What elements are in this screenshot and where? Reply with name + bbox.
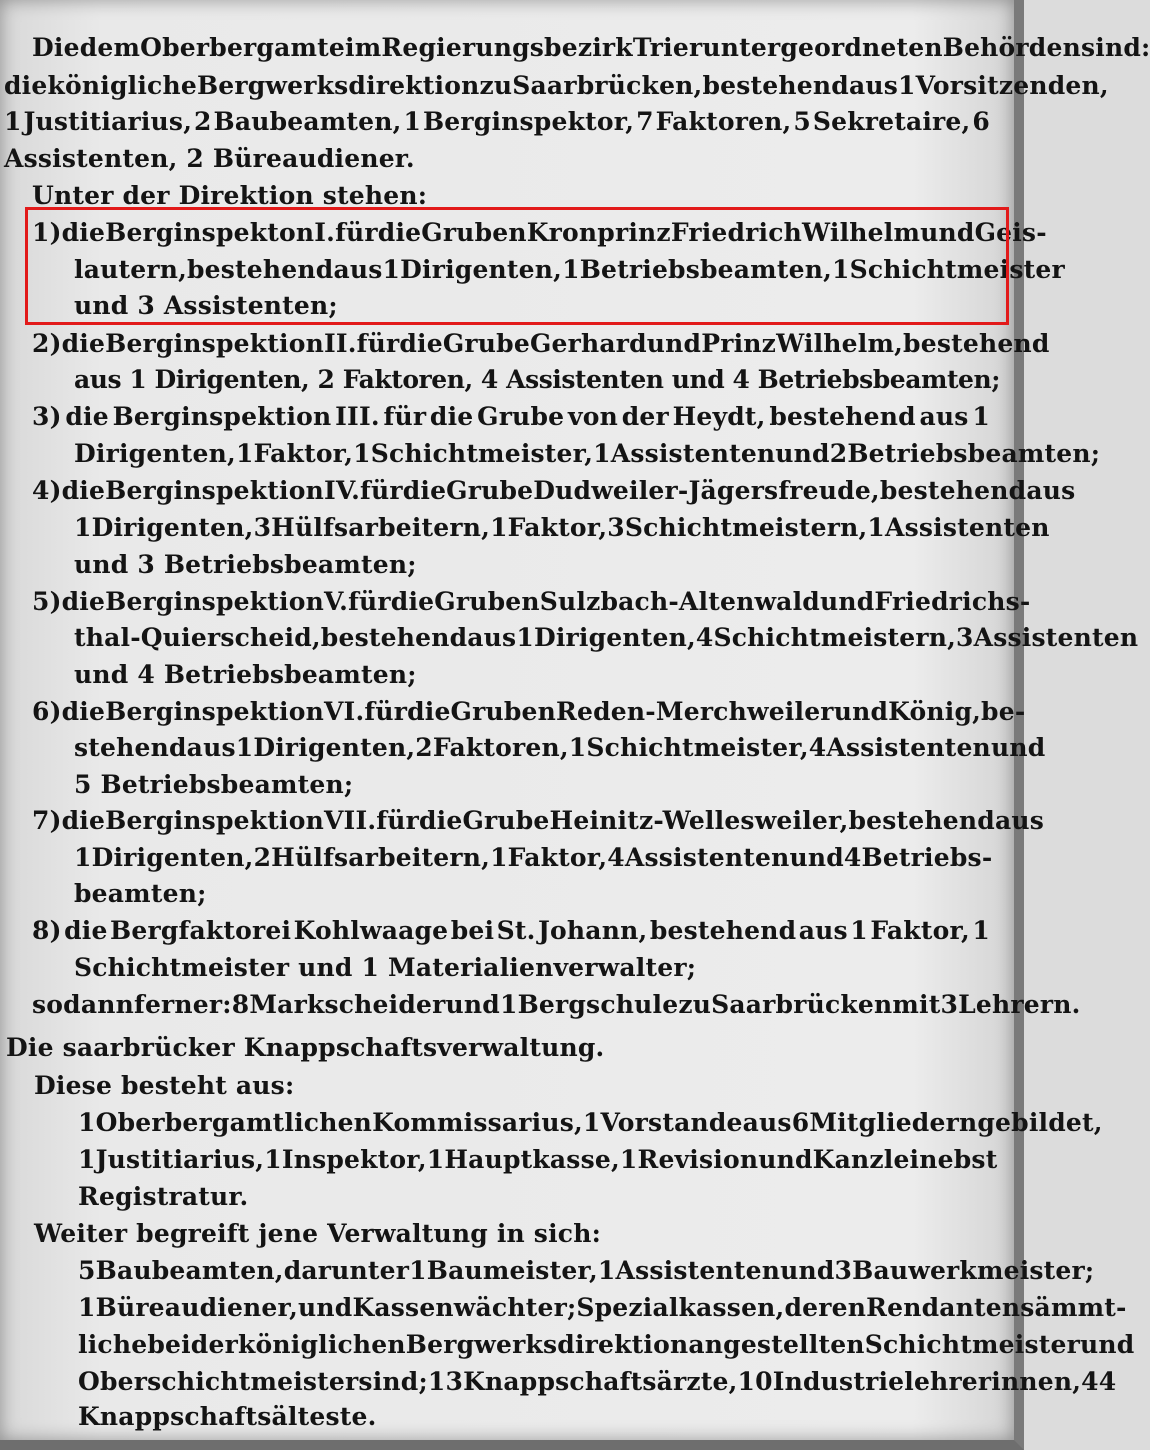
word: 2: [253, 843, 272, 872]
word: Schichtmeister: [864, 1330, 1080, 1359]
word: die: [4, 71, 48, 100]
word: 44: [1081, 1367, 1117, 1396]
word: die: [402, 476, 447, 505]
text-line: Registratur.: [78, 1182, 249, 1211]
word: Justitiarius,: [23, 107, 193, 136]
word: für: [335, 218, 378, 247]
word: Betriebs-: [861, 843, 993, 872]
word: Faktor,: [507, 843, 608, 872]
word: Justitiarius,: [95, 1145, 265, 1174]
word: IV.: [323, 476, 360, 505]
word: Büreaudiener,: [95, 1293, 298, 1322]
text-line: [32, 326, 1050, 362]
word: Gerhard: [529, 329, 647, 358]
word: 1: [235, 439, 254, 468]
word: Hülfsarbeitern,: [271, 843, 491, 872]
word: bestehend: [879, 476, 1027, 505]
word: die: [399, 329, 443, 358]
word: Dudweiler-Jägersfreude,: [533, 476, 880, 505]
text-line: [78, 1253, 1095, 1289]
word: Vorsitzenden,: [915, 71, 1109, 100]
word: gebildet,: [977, 1108, 1103, 1137]
text-line: [32, 473, 1076, 509]
word: und: [445, 990, 500, 1019]
word: 1: [4, 107, 22, 136]
word: für: [348, 587, 391, 616]
word: Bergwerksdirektion: [196, 71, 480, 100]
word: 7): [32, 806, 62, 835]
word: 3: [607, 513, 625, 542]
word: Assistenten: [885, 513, 1050, 542]
word: 4: [695, 623, 714, 652]
word: Dirigenten,: [533, 623, 696, 652]
word: Grube: [446, 476, 534, 505]
word: 1: [597, 1256, 616, 1285]
word: Baubeamten,: [213, 107, 402, 136]
word: bestehend: [320, 623, 468, 652]
word: Heinitz-Wellesweiler,: [549, 806, 849, 835]
word: Berginspektion: [112, 402, 332, 431]
word: Berginspektion: [105, 697, 324, 726]
word: aus: [186, 733, 236, 762]
text-line: [74, 510, 1050, 546]
word: Berginspektion: [105, 806, 324, 835]
word: 1: [593, 439, 611, 468]
word: der: [621, 402, 669, 431]
word: 2): [32, 329, 62, 358]
word: 1: [516, 623, 534, 652]
word: Assistenten: [826, 733, 991, 762]
word: 6): [32, 697, 62, 726]
word: 5: [78, 1256, 96, 1285]
text-line: 5 Betriebsbeamten;: [74, 770, 354, 799]
word: bestehend: [848, 806, 995, 835]
word: Dirigenten,: [400, 255, 563, 284]
word: Friedrich: [670, 218, 803, 247]
word: Gruben: [450, 697, 557, 726]
text-line: [74, 436, 1101, 472]
word: aus: [919, 402, 969, 431]
word: 3: [956, 623, 974, 652]
word: deren: [784, 1293, 867, 1322]
word: Assistenten: [615, 1256, 781, 1285]
word: Grube: [477, 402, 565, 431]
word: und: [833, 697, 889, 726]
word: Berginspekton: [105, 218, 315, 247]
word: Wilhelm,: [776, 329, 904, 358]
word: die: [61, 697, 106, 726]
word: Betriebsbeamten,: [579, 255, 832, 284]
word: 4: [843, 843, 862, 872]
word: untergeordneten: [702, 33, 943, 62]
word: I.: [314, 218, 336, 247]
word: die: [61, 218, 106, 247]
word: für: [364, 697, 408, 726]
word: 5): [32, 587, 62, 616]
word: königliche: [47, 71, 197, 100]
text-line: [78, 1290, 1127, 1326]
word: 1: [562, 255, 580, 284]
word: Revision: [637, 1145, 759, 1174]
word: Regierungsbezirk: [381, 33, 633, 62]
word: 1: [78, 1145, 96, 1174]
word: Rendanten: [866, 1293, 1021, 1322]
word: 1: [972, 402, 990, 431]
word: be-: [981, 697, 1026, 726]
word: königlichen: [237, 1330, 406, 1359]
word: Prinz: [701, 329, 777, 358]
highlight-box: [25, 207, 1009, 325]
word: 3: [940, 990, 959, 1019]
text-line: Assistenten, 2 Büreaudiener.: [4, 144, 415, 173]
word: 10: [737, 1367, 773, 1396]
word: Baumeister,: [426, 1256, 598, 1285]
text-line: [74, 840, 993, 876]
word: die: [418, 806, 463, 835]
word: im: [345, 33, 382, 62]
text-line: [74, 620, 1139, 656]
word: stehend: [74, 733, 187, 762]
word: Lehrern.: [958, 990, 1081, 1019]
word: bei: [147, 1330, 191, 1359]
word: Schichtmeistern,: [713, 623, 957, 652]
word: Die: [32, 33, 80, 62]
word: sind:: [1080, 33, 1150, 62]
word: II.: [323, 329, 357, 358]
word: Gruben: [434, 587, 540, 616]
word: die: [64, 916, 108, 945]
word: Wilhelm: [802, 218, 921, 247]
word: und: [758, 1145, 813, 1174]
word: Assistenten: [610, 439, 776, 468]
word: 3: [253, 513, 272, 542]
word: und: [1079, 1330, 1135, 1359]
text-line: beamten;: [74, 879, 207, 908]
word: dem: [79, 33, 141, 62]
word: angestellten: [688, 1330, 865, 1359]
word: Oberschichtmeister: [78, 1367, 359, 1396]
word: Bauwerkmeister;: [852, 1256, 1095, 1285]
word: 1: [409, 1256, 427, 1285]
word: und: [298, 1293, 353, 1322]
text-line: [32, 584, 1031, 620]
word: Dirigenten,: [74, 439, 236, 468]
word: 2: [829, 439, 848, 468]
word: aus: [798, 916, 848, 945]
word: Trier: [632, 33, 703, 62]
word: mit: [892, 990, 941, 1019]
word: 1: [74, 843, 92, 872]
word: sind;: [358, 1367, 428, 1396]
word: Spezialkassen,: [576, 1293, 785, 1322]
word: Betriebsbeamten;: [847, 439, 1101, 468]
word: 2: [415, 733, 433, 762]
word: die: [390, 587, 435, 616]
word: Faktor,: [870, 916, 970, 945]
text-line: [32, 803, 1045, 839]
word: 1): [32, 218, 62, 247]
text-line: [78, 1142, 998, 1178]
word: König,: [888, 697, 982, 726]
word: 1: [568, 733, 587, 762]
text-line: [32, 399, 990, 435]
word: Mitgliedern: [809, 1108, 978, 1137]
text-line: aus 1 Dirigenten, 2 Faktoren, 4 Assistenten und 4 Betriebsbeamten;: [74, 365, 1000, 394]
word: 1: [74, 513, 92, 542]
word: Saarbrücken: [711, 990, 893, 1019]
word: Schichtmeister: [849, 255, 1065, 284]
word: nebst: [919, 1145, 998, 1174]
word: die: [429, 402, 474, 431]
word: Kohlwaage: [293, 916, 449, 945]
word: Grube: [462, 806, 550, 835]
word: 1: [235, 733, 254, 762]
word: St.: [496, 916, 536, 945]
word: thal-Quierscheid,: [74, 623, 321, 652]
text-line: [32, 30, 1150, 66]
word: Bergfaktorei: [110, 916, 292, 945]
word: Gruben: [421, 218, 527, 247]
word: Assistenten: [973, 623, 1139, 652]
word: Heydt,: [672, 402, 766, 431]
word: Bergschule: [517, 990, 679, 1019]
text-line: [32, 913, 990, 949]
text-line: [32, 694, 1026, 730]
word: die: [61, 587, 106, 616]
word: und: [990, 733, 1046, 762]
word: Sulzbach-Altenwald: [539, 587, 820, 616]
word: Schichtmeistern,: [624, 513, 868, 542]
word: bestehend: [769, 402, 916, 431]
word: darunter: [283, 1256, 410, 1285]
text-line: Schichtmeister und 1 Materialienverwalter;: [74, 953, 697, 982]
word: die: [407, 697, 451, 726]
word: bei: [450, 916, 495, 945]
word: 1: [78, 1108, 96, 1137]
word: Faktor,: [507, 513, 608, 542]
word: der: [190, 1330, 238, 1359]
text-line: Weiter begreift jene Verwaltung in sich:: [34, 1219, 602, 1248]
word: Reden-Merchweiler: [556, 697, 834, 726]
word: Oberbergamtlichen: [95, 1108, 373, 1137]
text-line: und 4 Betriebsbeamten;: [74, 660, 417, 689]
word: 6: [972, 107, 990, 136]
word: 5: [793, 107, 811, 136]
word: aus: [467, 623, 517, 652]
word: Kronprinz: [526, 218, 671, 247]
word: für: [356, 329, 400, 358]
word: 1: [353, 439, 371, 468]
word: bestehend: [903, 329, 1050, 358]
word: 1: [619, 1145, 638, 1174]
word: aus: [742, 1108, 792, 1137]
word: Knappschaftsärzte,: [463, 1367, 738, 1396]
word: die: [61, 329, 106, 358]
word: 8: [231, 990, 250, 1019]
word: 1: [382, 255, 401, 284]
word: und: [646, 329, 702, 358]
word: VII.: [323, 806, 377, 835]
word: von: [567, 402, 618, 431]
word: Dirigenten,: [91, 843, 254, 872]
word: die: [61, 806, 106, 835]
word: und: [775, 439, 830, 468]
word: Faktor,: [253, 439, 354, 468]
word: Hülfsarbeitern,: [271, 513, 491, 542]
word: aus: [994, 806, 1045, 835]
word: bestehend: [186, 255, 334, 284]
word: sodann: [32, 990, 134, 1019]
word: Berginspektion: [105, 587, 324, 616]
text-line: und 3 Betriebsbeamten;: [74, 550, 417, 579]
word: Johann,: [538, 916, 648, 945]
text-line: [78, 1327, 1135, 1363]
word: Saarbrücken,: [512, 71, 703, 100]
word: 1: [490, 513, 508, 542]
word: und: [819, 587, 875, 616]
word: liche: [78, 1330, 148, 1359]
word: die: [61, 476, 106, 505]
word: 1: [426, 1145, 445, 1174]
text-line: Knappschaftsälteste.: [78, 1402, 377, 1431]
word: Industrielehrerinnen,: [772, 1367, 1082, 1396]
word: bestehend: [702, 71, 849, 100]
word: 1: [499, 990, 518, 1019]
word: 1: [78, 1293, 96, 1322]
word: 1: [850, 916, 868, 945]
word: die: [65, 402, 109, 431]
word: 4: [607, 843, 625, 872]
word: und: [789, 843, 844, 872]
word: Baubeamten,: [95, 1256, 284, 1285]
word: aus: [1026, 476, 1076, 505]
word: bestehend: [649, 916, 797, 945]
text-line: [74, 730, 1046, 766]
text-line: Diese besteht aus:: [34, 1071, 295, 1100]
word: für: [383, 402, 427, 431]
word: 4: [808, 733, 827, 762]
text-line: [4, 68, 1109, 104]
word: Behörden: [942, 33, 1081, 62]
word: Kommissarius,: [372, 1108, 583, 1137]
word: 1: [582, 1108, 601, 1137]
word: Markscheider: [249, 990, 446, 1019]
word: ferner:: [133, 990, 232, 1019]
word: 1: [490, 843, 508, 872]
word: Kassenwächter;: [352, 1293, 577, 1322]
word: III.: [335, 402, 380, 431]
word: Geis-: [974, 218, 1047, 247]
word: Grube: [442, 329, 530, 358]
word: Hauptkasse,: [444, 1145, 620, 1174]
word: aus: [848, 71, 898, 100]
word: Faktoren,: [655, 107, 792, 136]
word: zu: [678, 990, 712, 1019]
word: Bergwerksdirektion: [405, 1330, 689, 1359]
word: 13: [427, 1367, 464, 1396]
word: 1: [831, 255, 850, 284]
word: Schichtmeister,: [370, 439, 594, 468]
word: Berginspektor,: [422, 107, 635, 136]
word: lautern,: [74, 255, 187, 284]
word: 1: [403, 107, 422, 136]
text-line: [78, 1364, 1117, 1400]
word: Dirigenten,: [91, 513, 254, 542]
word: Inspektor,: [281, 1145, 427, 1174]
word: Vorstande: [600, 1108, 743, 1137]
word: 1: [867, 513, 886, 542]
word: 4): [32, 476, 62, 505]
text-line: Unter der Direktion stehen:: [32, 181, 428, 210]
word: zu: [479, 71, 513, 100]
section-heading: Die saarbrücker Knappschaftsverwaltung.: [6, 1033, 605, 1062]
text-line: und 3 Assistenten;: [74, 291, 338, 320]
word: für: [359, 476, 403, 505]
word: 1: [972, 916, 990, 945]
word: 2: [193, 107, 212, 136]
word: sämmt-: [1020, 1293, 1127, 1322]
word: 1: [264, 1145, 282, 1174]
word: Friedrichs-: [874, 587, 1031, 616]
word: die: [377, 218, 422, 247]
word: 6: [791, 1108, 810, 1137]
word: 7: [636, 107, 654, 136]
text-line: [78, 1105, 1103, 1141]
word: 1: [898, 71, 916, 100]
text-line: [4, 104, 990, 140]
word: Berginspektion: [105, 329, 324, 358]
word: 3): [32, 402, 62, 431]
word: und: [780, 1256, 835, 1285]
word: Schichtmeister,: [586, 733, 809, 762]
word: 3: [834, 1256, 853, 1285]
word: und: [920, 218, 975, 247]
word: aus: [333, 255, 383, 284]
word: Faktoren,: [432, 733, 569, 762]
word: 8): [32, 916, 62, 945]
word: für: [376, 806, 419, 835]
word: Dirigenten,: [253, 733, 416, 762]
text-line: [32, 987, 1081, 1023]
word: Assistenten: [624, 843, 790, 872]
word: Sekretaire,: [812, 107, 971, 136]
word: Oberbergamte: [140, 33, 346, 62]
word: V.: [323, 587, 349, 616]
word: Berginspektion: [105, 476, 324, 505]
word: VI.: [323, 697, 365, 726]
word: Kanzlei: [812, 1145, 920, 1174]
